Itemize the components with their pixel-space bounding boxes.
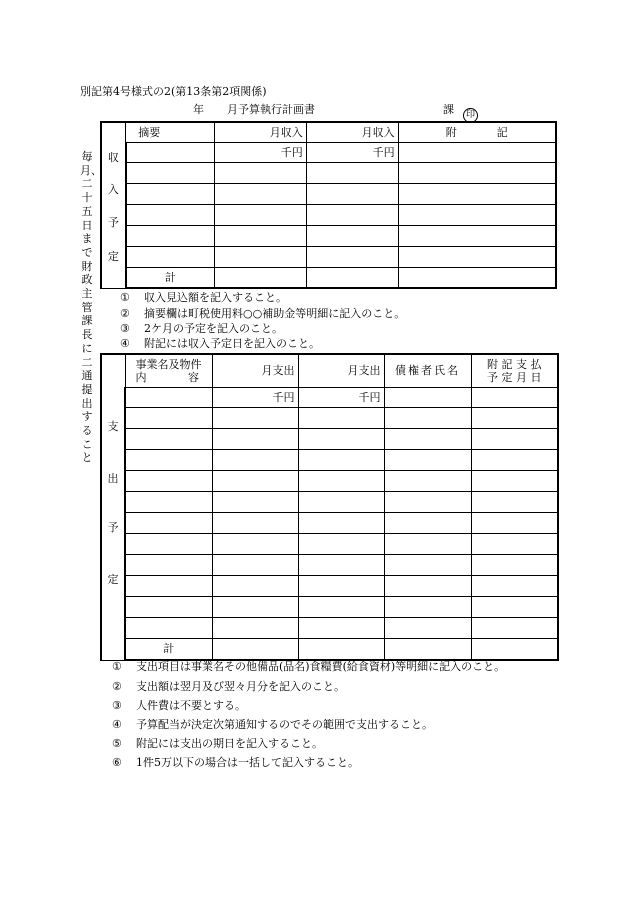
month-expense-header-1: 月支出 — [212, 354, 298, 387]
expense-cell[interactable] — [125, 449, 212, 470]
expense-cell[interactable] — [212, 554, 298, 575]
expense-cell[interactable] — [384, 491, 471, 512]
summary-header — [126, 122, 215, 142]
expense-cell[interactable] — [125, 470, 212, 491]
note-text: 摘要欄は町税使用料○○補助金等明細に記入のこと。 — [144, 307, 406, 320]
expense-total-cell[interactable] — [384, 638, 471, 660]
expense-row — [101, 512, 558, 533]
income-total-cell[interactable] — [398, 267, 556, 288]
expense-cell[interactable] — [212, 533, 298, 554]
month-expense-header-2: 月支出 — [298, 354, 384, 387]
expense-cell[interactable] — [125, 428, 212, 449]
expense-cell[interactable] — [212, 596, 298, 617]
expense-total-label: 計 — [125, 638, 212, 660]
income-cell[interactable] — [306, 246, 398, 267]
note-number: ④ — [112, 718, 122, 731]
income-cell[interactable] — [398, 183, 556, 204]
note-number: ⑥ — [112, 756, 122, 769]
document-title: 月予算執行計画書 — [227, 103, 315, 116]
expense-row — [101, 596, 558, 617]
payment-header-line2: 予 定 月 日 — [487, 370, 542, 384]
note-number: ② — [120, 307, 130, 320]
note-text: 人件費は不要とする。 — [136, 699, 246, 712]
expense-cell[interactable] — [471, 533, 558, 554]
expense-cell[interactable] — [384, 470, 471, 491]
note-text: 附記には支出の期日を記入すること。 — [136, 737, 323, 750]
expense-cell[interactable] — [212, 470, 298, 491]
note-text: 収入見込額を記入すること。 — [144, 291, 287, 304]
expense-note — [112, 756, 359, 770]
income-side-char: 収 — [107, 151, 119, 164]
expense-cell[interactable] — [471, 428, 558, 449]
item-header — [125, 354, 212, 387]
expense-cell[interactable] — [384, 428, 471, 449]
expense-row — [101, 470, 558, 491]
note-number: ① — [120, 291, 130, 304]
income-cell[interactable] — [214, 183, 306, 204]
expense-cell[interactable] — [298, 554, 384, 575]
month-income-header-1: 月収入 — [214, 122, 306, 142]
income-remarks-cell[interactable] — [398, 142, 556, 162]
expense-side-char: 予 — [107, 521, 119, 534]
income-total-label: 計 — [126, 267, 215, 288]
expense-cell[interactable] — [384, 554, 471, 575]
expense-cell[interactable] — [384, 449, 471, 470]
expense-cell[interactable] — [471, 617, 558, 638]
summary-header-text: 摘要 — [138, 125, 161, 139]
expense-cell[interactable] — [471, 407, 558, 428]
expense-note — [112, 680, 345, 694]
expense-cell[interactable] — [212, 407, 298, 428]
expense-total-cell[interactable] — [212, 638, 298, 660]
expense-cell[interactable] — [471, 491, 558, 512]
expense-cell[interactable] — [298, 428, 384, 449]
income-cell[interactable] — [126, 204, 215, 225]
expense-cell[interactable] — [298, 470, 384, 491]
income-row — [101, 142, 556, 162]
year-label: 年 — [193, 103, 204, 116]
income-header-row — [101, 122, 556, 142]
section-label: 課 — [443, 103, 454, 116]
item-header-line1: 事業名及物件 — [135, 357, 202, 371]
payment-header-line1: 附 記 支 払 — [487, 357, 542, 371]
expense-side-label — [101, 354, 125, 660]
income-table — [100, 121, 557, 289]
note-number: ① — [112, 660, 122, 673]
income-cell[interactable] — [306, 162, 398, 183]
income-unit-2[interactable]: 千円 — [306, 142, 398, 162]
expense-cell[interactable] — [125, 512, 212, 533]
expense-total-cell[interactable] — [298, 638, 384, 660]
income-note — [120, 291, 287, 305]
creditor-header: 債権者氏名 — [384, 354, 471, 387]
expense-total-row — [101, 638, 558, 660]
expense-cell[interactable] — [384, 512, 471, 533]
seal-mark: 印 — [463, 108, 478, 123]
expense-cell[interactable] — [125, 617, 212, 638]
expense-cell[interactable] — [298, 407, 384, 428]
income-note — [120, 322, 283, 336]
note-number: ⑤ — [112, 737, 122, 750]
expense-cell[interactable] — [471, 470, 558, 491]
expense-date-cell[interactable] — [471, 387, 558, 407]
note-text: 1件5万以下の場合は一括して記入すること。 — [136, 756, 359, 769]
note-text: 予算配当が決定次第通知するのでその範囲で支出すること。 — [136, 718, 433, 731]
expense-cell[interactable] — [298, 617, 384, 638]
income-row — [101, 162, 556, 183]
income-cell[interactable] — [214, 225, 306, 246]
expense-cell[interactable] — [298, 575, 384, 596]
note-number: ③ — [112, 699, 122, 712]
expense-cell[interactable] — [471, 554, 558, 575]
expense-cell[interactable] — [298, 491, 384, 512]
expense-cell[interactable] — [384, 617, 471, 638]
expense-row — [101, 428, 558, 449]
expense-item-cell[interactable] — [125, 387, 212, 407]
note-text: 附記には収入予定日を記入のこと。 — [144, 337, 320, 350]
remarks-header: 附記 — [398, 122, 556, 142]
expense-cell[interactable] — [125, 533, 212, 554]
expense-cell[interactable] — [471, 512, 558, 533]
expense-cell[interactable] — [125, 575, 212, 596]
note-text: 支出項目は事業名その他備品(品名)食糧費(給食資材)等明細に記入のこと。 — [136, 660, 506, 673]
expense-cell[interactable] — [384, 533, 471, 554]
expense-cell[interactable] — [125, 596, 212, 617]
expense-cell[interactable] — [471, 575, 558, 596]
note-number: ④ — [120, 337, 130, 350]
income-cell[interactable] — [126, 246, 215, 267]
income-side-label — [101, 122, 126, 288]
income-cell[interactable] — [126, 225, 215, 246]
expense-cell[interactable] — [212, 491, 298, 512]
expense-header-row — [101, 354, 558, 387]
income-cell[interactable] — [398, 225, 556, 246]
expense-side-char: 支 — [107, 420, 119, 433]
income-row — [101, 183, 556, 204]
income-cell[interactable] — [306, 225, 398, 246]
income-row — [101, 225, 556, 246]
note-number: ③ — [120, 322, 130, 335]
income-cell[interactable] — [306, 183, 398, 204]
expense-cell[interactable] — [298, 533, 384, 554]
income-row — [101, 246, 556, 267]
form-reference: 別記第4号様式の2(第13条第2項関係) — [80, 85, 267, 98]
income-cell[interactable] — [214, 162, 306, 183]
income-side-char: 定 — [107, 250, 119, 263]
income-note — [120, 307, 405, 321]
expense-cell[interactable] — [125, 407, 212, 428]
income-cell[interactable] — [398, 204, 556, 225]
expense-row — [101, 575, 558, 596]
income-note — [120, 337, 320, 351]
expense-note — [112, 737, 323, 751]
expense-creditor-cell[interactable] — [384, 387, 471, 407]
expense-cell[interactable] — [471, 449, 558, 470]
income-cell[interactable] — [398, 246, 556, 267]
expense-row — [101, 449, 558, 470]
income-total-cell[interactable] — [306, 267, 398, 288]
note-text: 支出額は翌月及び翌々月分を記入のこと。 — [136, 680, 345, 693]
income-cell[interactable] — [398, 162, 556, 183]
expense-cell[interactable] — [212, 428, 298, 449]
expense-table — [100, 353, 559, 661]
expense-row — [101, 554, 558, 575]
expense-cell[interactable] — [471, 596, 558, 617]
expense-note — [112, 660, 505, 674]
expense-cell[interactable] — [212, 575, 298, 596]
expense-row — [101, 533, 558, 554]
item-header-line2: 内 容 — [135, 370, 199, 384]
expense-cell[interactable] — [212, 617, 298, 638]
expense-cell[interactable] — [212, 512, 298, 533]
expense-cell[interactable] — [125, 491, 212, 512]
month-income-header-2: 月収入 — [306, 122, 398, 142]
income-cell[interactable] — [126, 183, 215, 204]
income-total-row — [101, 267, 556, 288]
income-total-cell[interactable] — [214, 267, 306, 288]
income-cell[interactable] — [214, 204, 306, 225]
expense-cell[interactable] — [298, 596, 384, 617]
income-side-char: 入 — [107, 183, 119, 196]
seal-stamp — [463, 102, 478, 123]
expense-row — [101, 407, 558, 428]
note-text: 2ケ月の予定を記入のこと。 — [144, 322, 283, 335]
submission-instruction: 毎月、二十五日まで財政主管課長に二通提出すること — [80, 150, 102, 465]
expense-cell[interactable] — [384, 407, 471, 428]
expense-total-cell[interactable] — [471, 638, 558, 660]
income-summary-cell[interactable] — [126, 142, 215, 162]
income-cell[interactable] — [126, 162, 215, 183]
income-unit-1[interactable]: 千円 — [214, 142, 306, 162]
income-cell[interactable] — [306, 204, 398, 225]
expense-cell[interactable] — [298, 449, 384, 470]
expense-cell[interactable] — [212, 449, 298, 470]
income-side-char: 予 — [107, 216, 119, 229]
expense-unit-1[interactable]: 千円 — [212, 387, 298, 407]
payment-date-header — [471, 354, 558, 387]
expense-unit-2[interactable]: 千円 — [298, 387, 384, 407]
expense-side-char: 出 — [107, 472, 119, 485]
expense-row — [101, 387, 558, 407]
expense-row — [101, 491, 558, 512]
expense-note — [112, 699, 246, 713]
expense-row — [101, 617, 558, 638]
expense-note — [112, 718, 433, 732]
income-cell[interactable] — [214, 246, 306, 267]
expense-cell[interactable] — [384, 596, 471, 617]
note-number: ② — [112, 680, 122, 693]
expense-cell[interactable] — [384, 575, 471, 596]
expense-cell[interactable] — [298, 512, 384, 533]
income-row — [101, 204, 556, 225]
expense-side-char: 定 — [107, 573, 119, 586]
expense-cell[interactable] — [125, 554, 212, 575]
